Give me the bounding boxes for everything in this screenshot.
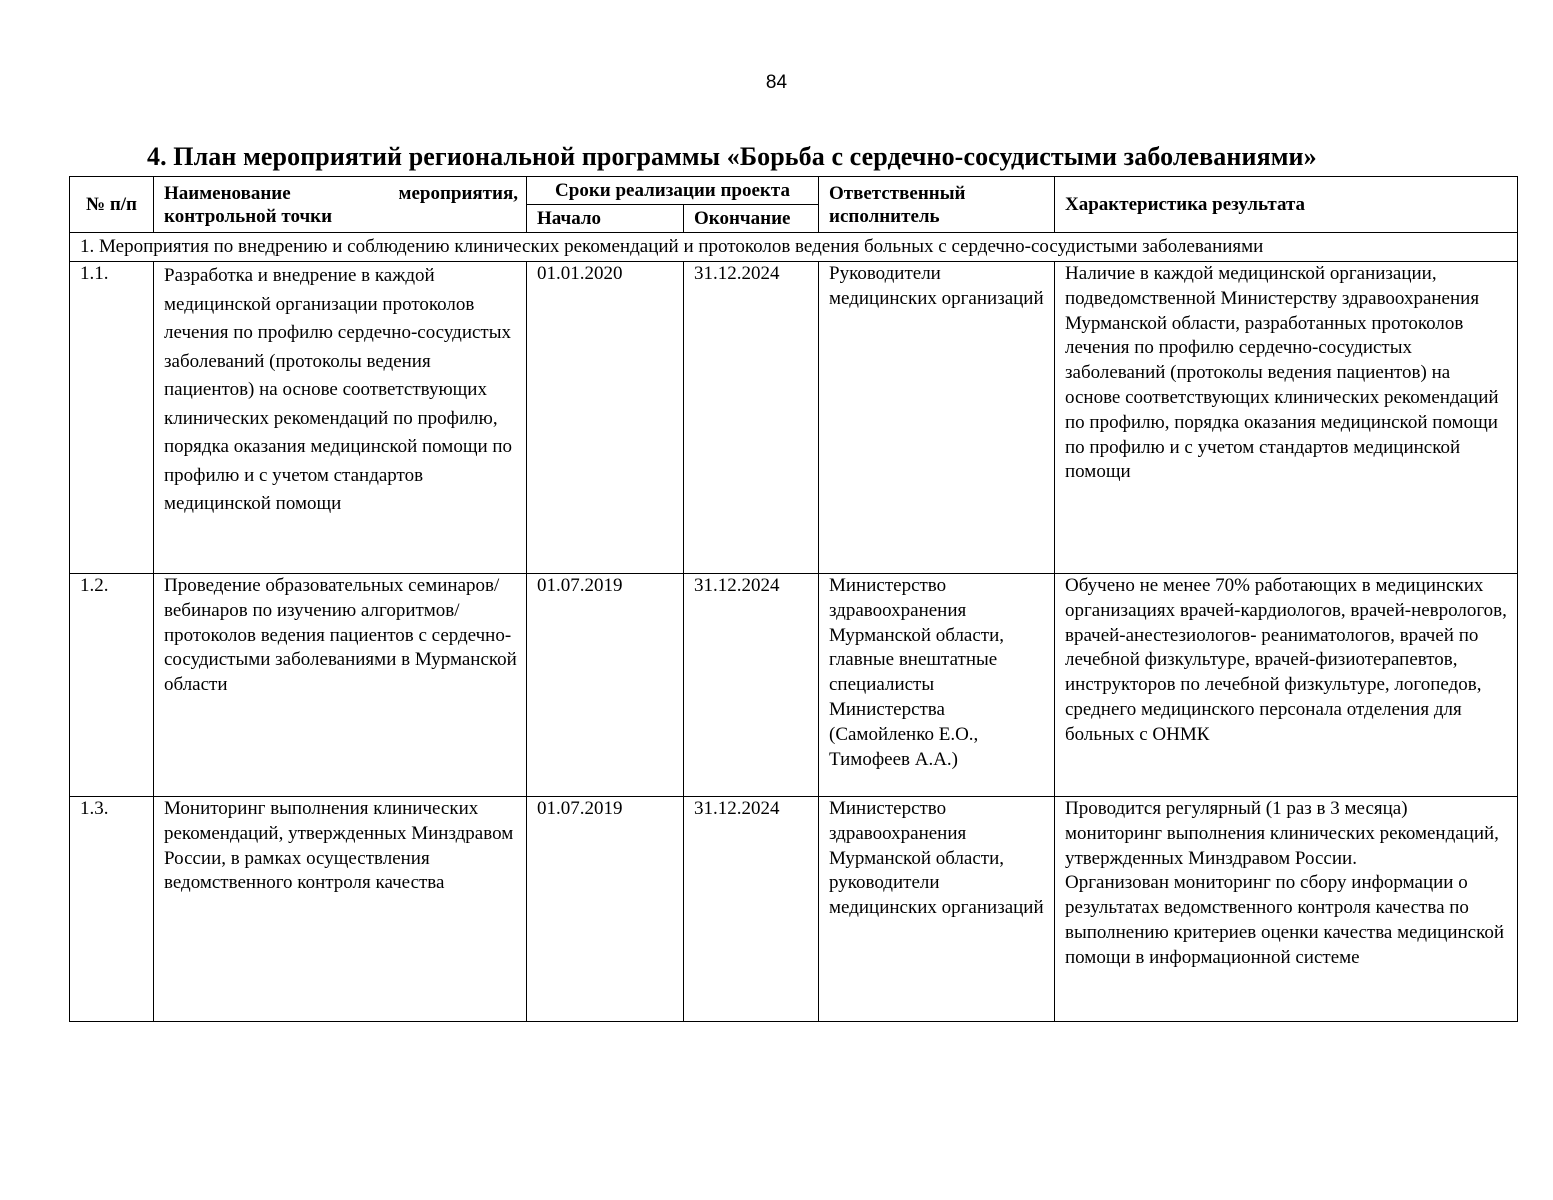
table-row — [70, 797, 1518, 1022]
table-row — [70, 574, 1518, 797]
row-responsible: Министерство здравоохранения Мурманской области, главные внештатные специалисты Министерства (Самойленко Е.О., Тимофеев А.А.) — [819, 574, 1055, 797]
row-name: Разработка и внедрение в каждой медицинской организации протоколов лечения по профилю сердечно-сосудистых заболеваний (протоколы ведения пациентов) на основе соответствующих клинических рекомендаций по профилю, порядка оказания медицинской помощи по профилю и с учетом стандартов медицинской помощи — [154, 262, 527, 574]
row-result — [1055, 797, 1518, 1022]
row-start: 01.07.2019 — [527, 797, 684, 1022]
table-header-row — [70, 177, 1518, 205]
section-row — [70, 233, 1518, 262]
row-start: 01.01.2020 — [527, 262, 684, 574]
row-start: 01.07.2019 — [527, 574, 684, 797]
table-row — [70, 262, 1518, 574]
row-responsible: Руководители медицинских организаций — [819, 262, 1055, 574]
action-plan-table — [69, 176, 1518, 1022]
row-name: Мониторинг выполнения клинических рекомендаций, утвержденных Минздравом России, в рамках осуществления ведомственного контроля качества — [154, 797, 527, 1022]
row-result-paragraph-2: Организован мониторинг по сбору информации о результатах ведомственного контроля качества по выполнению критериев оценки качества медицинской помощи в информационной системе — [1065, 872, 1505, 968]
header-responsible — [819, 177, 1055, 233]
header-name-part1: Наименование — [164, 182, 291, 204]
document-title: 4. План мероприятий региональной программы «Борьба с сердечно-сосудистыми заболеваниями» — [147, 142, 1317, 171]
header-responsible-line1: Ответственный — [829, 182, 966, 204]
row-end: 31.12.2024 — [684, 574, 819, 797]
row-result: Наличие в каждой медицинской организации, подведомственной Министерству здравоохранения Мурманской области, разработанных протоколов лечения по профилю сердечно-сосудистых заболеваний (протоколы ведения пациентов) на основе соответствующих клинических рекомендаций по профилю, порядка оказания медицинской помощи по профилю и с учетом стандартов медицинской помощи — [1055, 262, 1518, 574]
row-num: 1.2. — [70, 574, 154, 797]
header-name-part3: контрольной точки — [164, 205, 333, 227]
row-end: 31.12.2024 — [684, 262, 819, 574]
row-result-paragraph-1: Проводится регулярный (1 раз в 3 месяца) мониторинг выполнения клинических рекомендаций, утвержденных Минздравом России. — [1065, 798, 1499, 869]
header-num: № п/п — [70, 177, 154, 233]
header-start: Начало — [527, 205, 684, 233]
row-responsible: Министерство здравоохранения Мурманской области, руководители медицинских организаций — [819, 797, 1055, 1022]
header-name — [154, 177, 527, 233]
row-name: Проведение образовательных семинаров/вебинаров по изучению алгоритмов/ протоколов ведения пациентов с сердечно-сосудистыми заболеваниями в Мурманской области — [154, 574, 527, 797]
section-title: 1. Мероприятия по внедрению и соблюдению клинических рекомендаций и протоколов ведения больных с сердечно-сосудистыми заболеваниями — [70, 233, 1518, 262]
row-num: 1.1. — [70, 262, 154, 574]
header-responsible-line2: исполнитель — [829, 205, 940, 227]
header-end: Окончание — [684, 205, 819, 233]
header-result: Характеристика результата — [1055, 177, 1518, 233]
row-result: Обучено не менее 70% работающих в медицинских организациях врачей-кардиологов, врачей-неврологов, врачей-анестезиологов- реаниматологов, врачей по лечебной физкультуре, врачей-физиотерапевтов, инструкторов по лечебной физкультуре, логопедов, среднего медицинского персонала отделения для больных с ОНМК — [1055, 574, 1518, 797]
page-number: 84 — [765, 72, 788, 93]
header-name-part2: мероприятия, — [398, 182, 518, 204]
row-num: 1.3. — [70, 797, 154, 1022]
row-end: 31.12.2024 — [684, 797, 819, 1022]
header-period: Сроки реализации проекта — [527, 177, 819, 205]
